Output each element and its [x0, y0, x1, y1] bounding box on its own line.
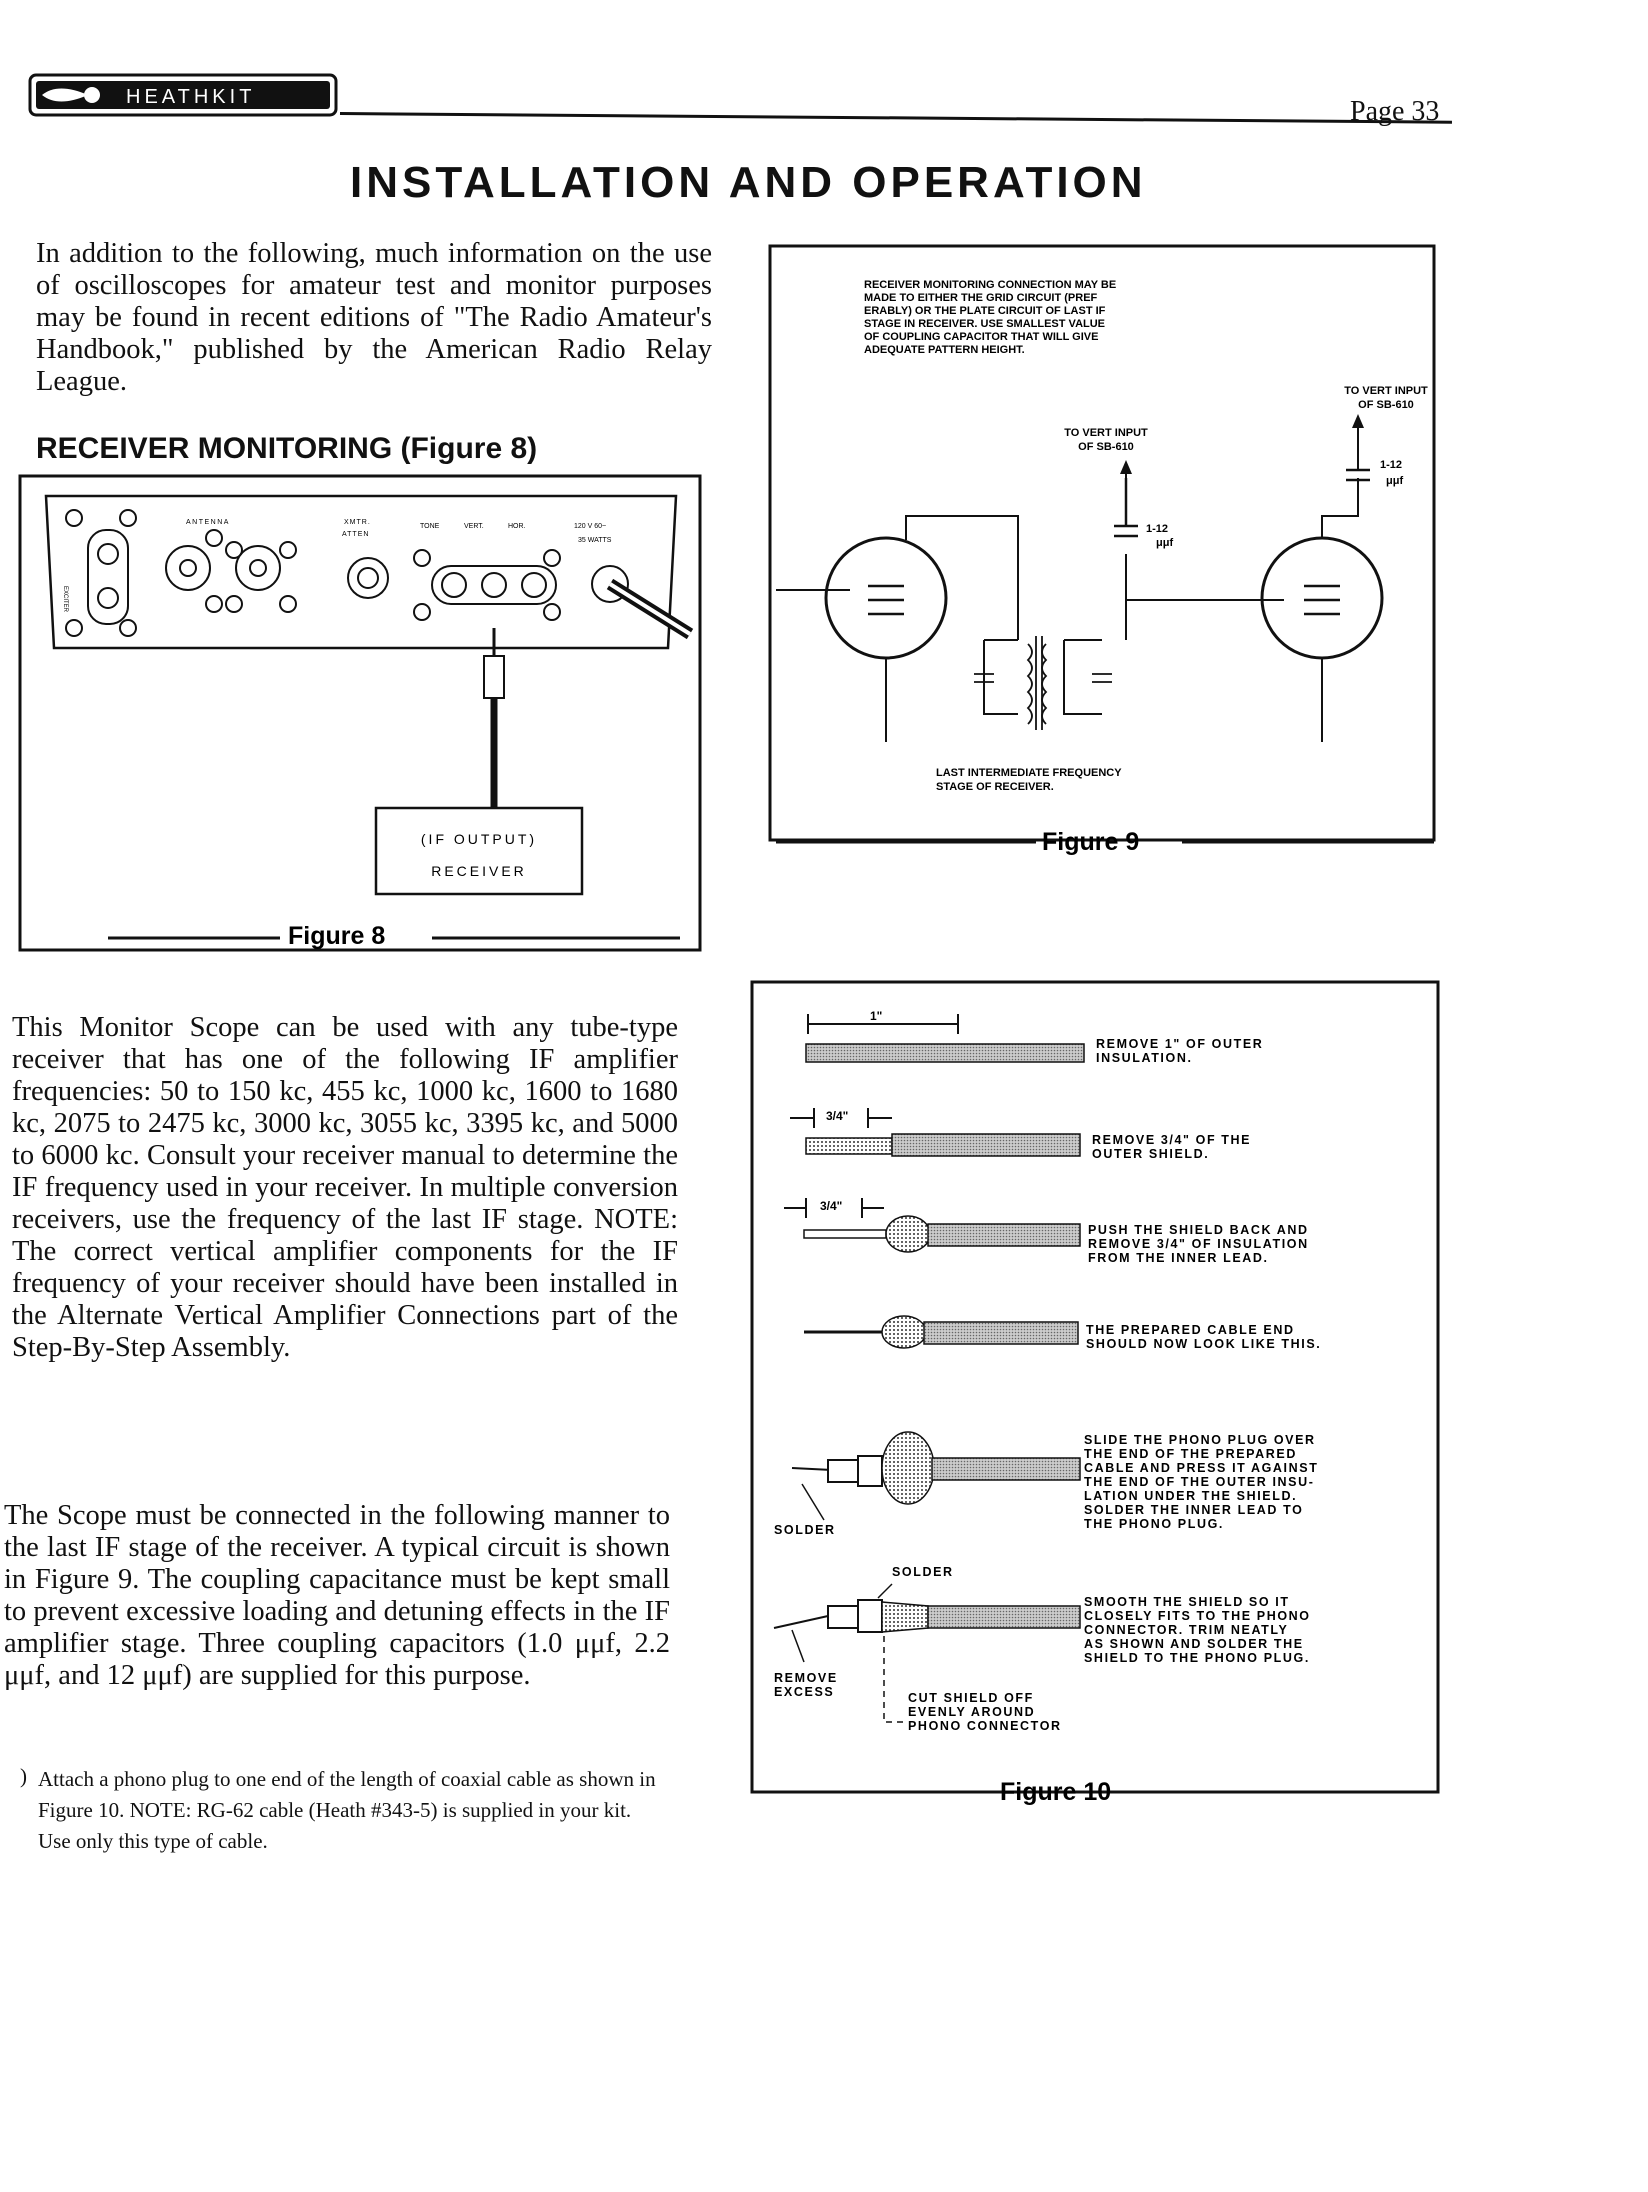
remove-excess-2: EXCESS	[774, 1685, 835, 1699]
power-label-1: 120 V 60~	[574, 523, 607, 530]
dim-1: 1"	[870, 1009, 883, 1023]
cut-shield-3: PHONO CONNECTOR	[908, 1719, 1062, 1733]
figure-9	[746, 244, 1456, 874]
fig10-step6-3: CONNECTOR. TRIM NEATLY	[1084, 1623, 1289, 1637]
remove-excess-1: REMOVE	[774, 1671, 838, 1685]
tone-label: TONE	[420, 523, 440, 530]
body-paragraph-3: The Scope must be connected in the following manner to the last IF stage of the receiver. A typical circuit is shown in Figure 9. The coupling capacitance must be kept small to prevent excessive loading and detuning effects in the IF amplifier stage. Three coupling capacitors (1.0 μμf, 2.2 μμf, and 12 μμf) are supplied for this purpose.	[4, 1500, 670, 1691]
fig10-step1-2: INSULATION.	[1096, 1051, 1193, 1065]
figure-8	[18, 468, 704, 958]
cut-shield-2: EVENLY AROUND	[908, 1705, 1036, 1719]
vert-input-left-2: OF SB-610	[1078, 441, 1134, 453]
step-instruction: Attach a phono plug to one end of the length of coaxial cable as shown in Figure 10. NOTE: RG-62 cable (Heath #343-5) is supplied in your kit. Use only this type of cable.	[38, 1767, 656, 1853]
cap-left-1: 1-12	[1146, 523, 1169, 535]
fig9-bottom-1: LAST INTERMEDIATE FREQUENCY	[936, 767, 1122, 779]
page-number: Page 33	[1350, 96, 1440, 127]
page-title: INSTALLATION AND OPERATION	[350, 158, 1147, 207]
xmtr-label: XMTR.	[344, 519, 371, 526]
fig9-note-6: ADEQUATE PATTERN HEIGHT.	[864, 344, 1025, 356]
atten-label: ATTEN	[342, 531, 370, 538]
cap-right-2: μμf	[1386, 475, 1404, 487]
figure-10	[732, 980, 1462, 1840]
fig10-step5-4: THE END OF THE OUTER INSU-	[1084, 1475, 1315, 1489]
fig10-step5-3: CABLE AND PRESS IT AGAINST	[1084, 1461, 1319, 1475]
vert-input-right-1: TO VERT INPUT	[1344, 385, 1428, 397]
header-rule	[340, 112, 1452, 124]
vert-label: VERT.	[464, 523, 484, 530]
hor-label: HOR.	[508, 523, 526, 530]
cap-left-2: μμf	[1156, 537, 1174, 549]
cap-right-1: 1-12	[1380, 459, 1403, 471]
heathkit-logo	[28, 72, 340, 118]
fig10-step1-1: REMOVE 1" OF OUTER	[1096, 1037, 1264, 1051]
fig10-step5-5: LATION UNDER THE SHIELD.	[1084, 1489, 1298, 1503]
fig9-note-5: OF COUPLING CAPACITOR THAT WILL GIVE	[864, 331, 1099, 343]
cut-shield-1: CUT SHIELD OFF	[908, 1691, 1034, 1705]
fig10-step4-2: SHOULD NOW LOOK LIKE THIS.	[1086, 1337, 1322, 1351]
fig9-bottom-2: STAGE OF RECEIVER.	[936, 781, 1054, 793]
fig9-note-1: RECEIVER MONITORING CONNECTION MAY BE	[864, 279, 1117, 291]
fig10-step3-2: REMOVE 3/4" OF INSULATION	[1088, 1237, 1309, 1251]
receiver-box-line2: RECEIVER	[431, 863, 527, 879]
intro-paragraph: In addition to the following, much information on the use of oscilloscopes for amateur test and monitor purposes may be found in recent editions of "The Radio Amateur's Handbook," published by the American Radio Relay League.	[36, 238, 712, 397]
figure10-caption: Figure 10	[1000, 1778, 1112, 1806]
exciter-label: EXCITER	[62, 586, 68, 613]
fig10-step5-7: THE PHONO PLUG.	[1084, 1517, 1224, 1531]
fig10-step5-1: SLIDE THE PHONO PLUG OVER	[1084, 1433, 1316, 1447]
power-label-2: 35 WATTS	[578, 537, 612, 544]
fig10-step6-1: SMOOTH THE SHIELD SO IT	[1084, 1595, 1290, 1609]
fig10-step3-1: PUSH THE SHIELD BACK AND	[1088, 1223, 1309, 1237]
receiver-box-line1: (IF OUTPUT)	[420, 831, 538, 847]
fig9-note-2: MADE TO EITHER THE GRID CIRCUIT (PREF	[864, 292, 1098, 304]
fig9-note-4: STAGE IN RECEIVER. USE SMALLEST VALUE	[864, 318, 1106, 330]
fig10-step2-2: OUTER SHIELD.	[1092, 1147, 1210, 1161]
antenna-label: ANTENNA	[186, 519, 230, 526]
fig10-step6-2: CLOSELY FITS TO THE PHONO	[1084, 1609, 1311, 1623]
fig10-step5-6: SOLDER THE INNER LEAD TO	[1084, 1503, 1304, 1517]
figure8-caption: Figure 8	[288, 922, 386, 950]
fig10-step4-1: THE PREPARED CABLE END	[1086, 1323, 1295, 1337]
dim-2: 3/4"	[826, 1109, 849, 1123]
dim-3: 3/4"	[820, 1199, 843, 1213]
fig10-step2-1: REMOVE 3/4" OF THE	[1092, 1133, 1252, 1147]
body-paragraph-2: This Monitor Scope can be used with any tube-type receiver that has one of the following IF amplifier frequencies: 50 to 150 kc, 455 kc, 1000 kc, 1600 to 1680 kc, 2075 to 2475 kc, 3000 kc, 3055 kc, 3395 kc, and 5000 to 6000 kc. Consult your receiver manual to determine the IF frequency used in your receiver. In multiple conversion receivers, use the frequency of the last IF stage. NOTE: The correct vertical amplifier components for the IF frequency of your receiver should have been installed in the Alternate Vertical Amplifier Connections part of the Step-By-Step Assembly.	[12, 1012, 678, 1363]
brand-text: HEATHKIT	[126, 86, 256, 108]
vert-input-left-1: TO VERT INPUT	[1064, 427, 1148, 439]
section-heading: RECEIVER MONITORING (Figure 8)	[36, 432, 538, 465]
step-checkbox: )	[20, 1764, 27, 1788]
solder-label-2: SOLDER	[892, 1565, 954, 1579]
solder-label-1: SOLDER	[774, 1523, 836, 1537]
fig10-step3-3: FROM THE INNER LEAD.	[1088, 1251, 1269, 1265]
fig9-note-3: ERABLY) OR THE PLATE CIRCUIT OF LAST IF	[864, 305, 1106, 317]
fig10-step6-5: SHIELD TO THE PHONO PLUG.	[1084, 1651, 1310, 1665]
figure9-caption: Figure 9	[1042, 828, 1140, 856]
vert-input-right-2: OF SB-610	[1358, 399, 1414, 411]
fig10-step5-2: THE END OF THE PREPARED	[1084, 1447, 1297, 1461]
fig10-step6-4: AS SHOWN AND SOLDER THE	[1084, 1637, 1304, 1651]
